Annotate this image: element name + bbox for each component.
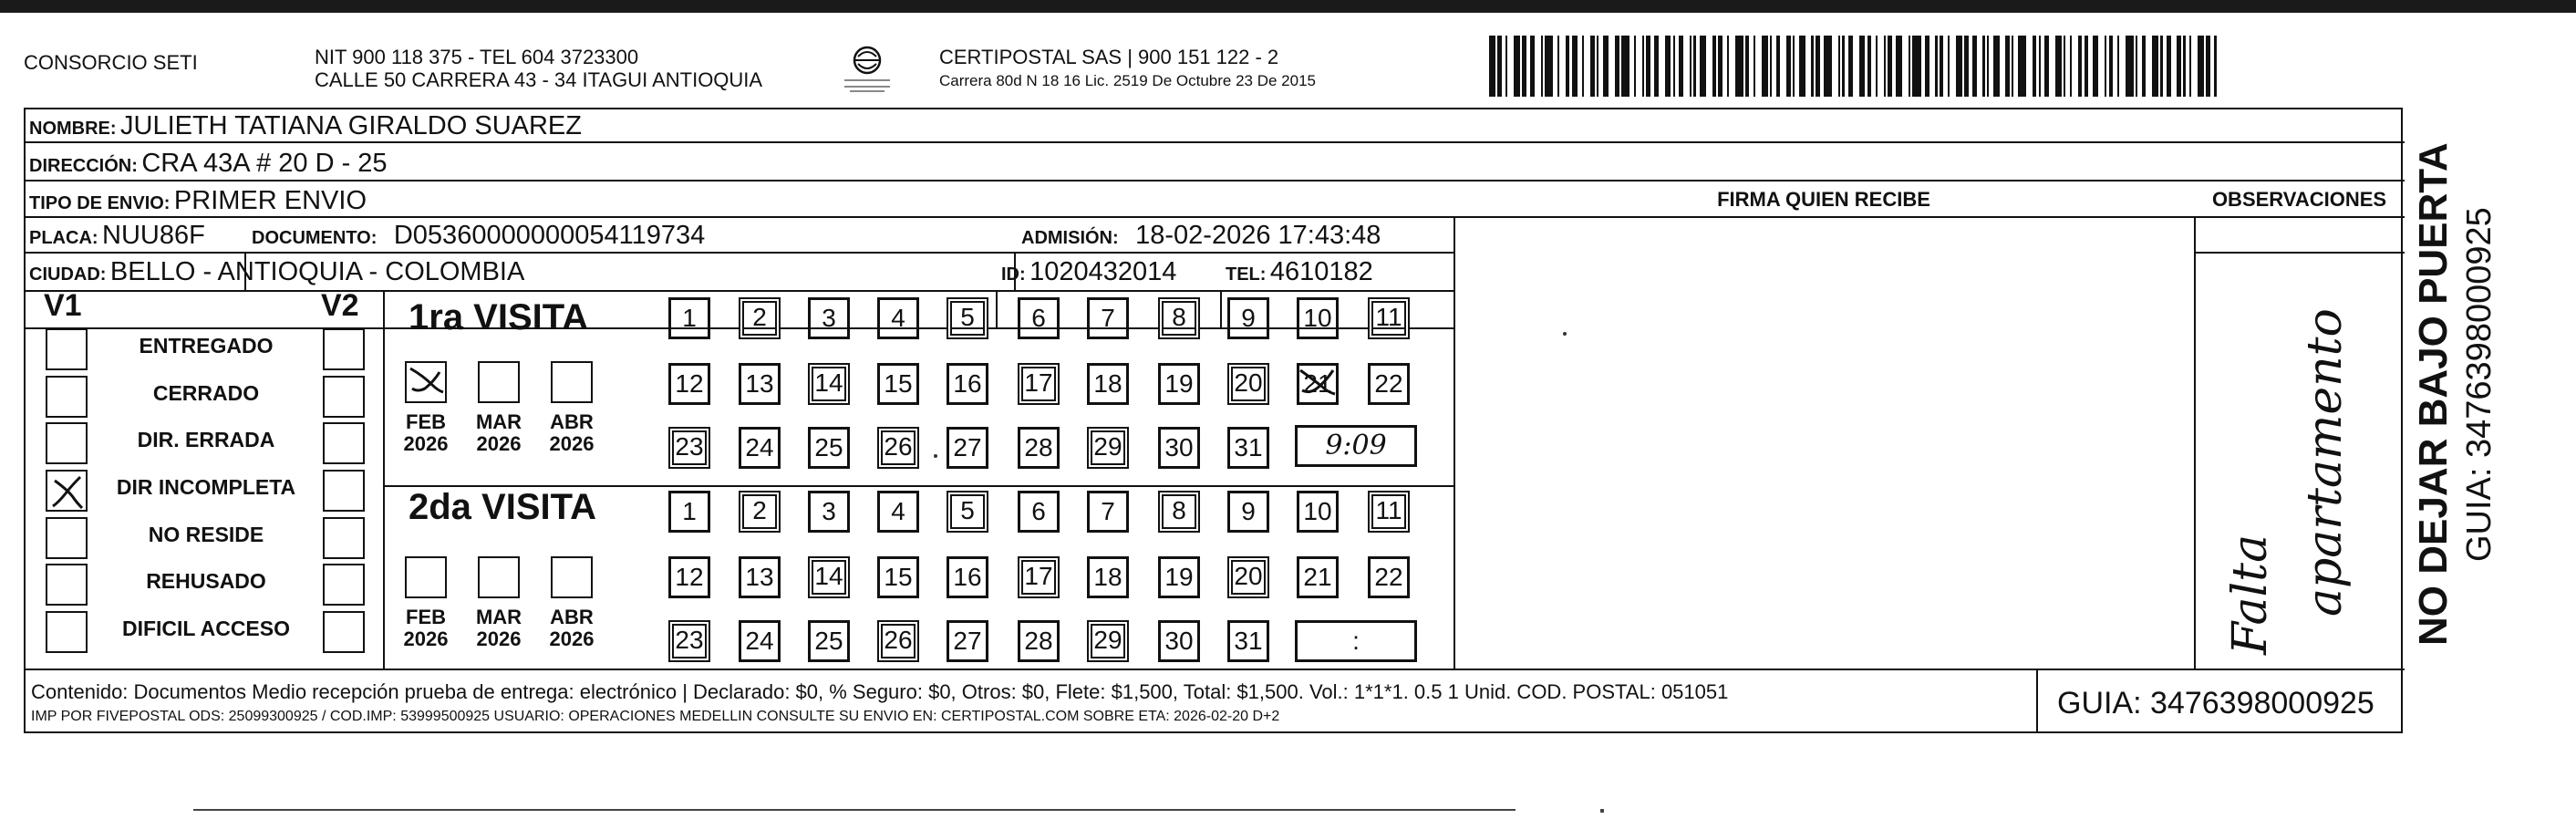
day-number: 7 [1101, 304, 1115, 332]
day-number: 1 [682, 304, 697, 332]
month-label: MAR 2026 [475, 410, 522, 455]
day-number: 26 [884, 432, 913, 461]
primera-visita-title: 1ra VISITA [409, 297, 589, 337]
segunda-visita-day-box[interactable] [668, 620, 710, 662]
segunda-visita-day-box[interactable] [1227, 491, 1269, 533]
day-number: 27 [953, 627, 982, 655]
v2-checkbox-dir-incompleta[interactable] [323, 470, 365, 512]
primera-visita-day-box[interactable] [1368, 297, 1410, 339]
tipo-envio-value: PRIMER ENVIO [173, 186, 367, 215]
check-mark-icon [1297, 363, 1339, 405]
primera-visita-day-box[interactable] [668, 427, 710, 469]
day-number: 19 [1164, 369, 1194, 398]
v2-checkbox-entregado[interactable] [323, 328, 365, 370]
day-number: 21 [1303, 563, 1332, 591]
day-number: 18 [1093, 563, 1122, 591]
day-number: 9 [1241, 497, 1256, 525]
day-number: 11 [1375, 303, 1402, 331]
ciudad-field [29, 257, 524, 291]
day-number: 3 [822, 304, 836, 332]
documento-value: D05360000000054119734 [393, 221, 706, 250]
day-number: 11 [1375, 496, 1402, 524]
day-number: 14 [814, 368, 843, 397]
day-number: 28 [1024, 433, 1053, 461]
month-checkbox-abr-2[interactable] [551, 556, 593, 598]
segunda-visita-day-box[interactable] [877, 620, 919, 662]
primera-visita-day-box[interactable] [668, 297, 710, 339]
day-number: 30 [1164, 627, 1194, 655]
v1-checkbox-dir-incompleta[interactable] [46, 470, 88, 512]
day-number: 5 [960, 496, 975, 524]
direccion-label: DIRECCIÓN: [29, 156, 138, 176]
status-label: CERRADO [152, 381, 260, 405]
no-dejar-bajo-puerta-warning: NO DEJAR BAJO PUERTA [2411, 142, 2456, 646]
month-label: FEB 2026 [403, 410, 449, 455]
admision-value: 18-02-2026 17:43:48 [1135, 221, 1381, 250]
segunda-visita-day-box[interactable] [1087, 556, 1129, 598]
segunda-visita-day-box[interactable] [947, 620, 988, 662]
primera-visita-day-box[interactable] [1158, 297, 1200, 339]
primera-visita-day-box[interactable] [1087, 297, 1129, 339]
primera-visita-day-box[interactable] [808, 363, 850, 405]
segunda-visita-day-box[interactable] [1227, 620, 1269, 662]
day-number: 12 [675, 563, 704, 591]
primera-visita-day-box[interactable] [1227, 427, 1269, 469]
day-number: 10 [1303, 497, 1332, 525]
primera-visita-day-box[interactable] [739, 363, 781, 405]
v1-checkbox-rehusado[interactable] [46, 564, 88, 606]
segunda-visita-day-box[interactable] [1018, 491, 1060, 533]
segunda-visita-day-box[interactable] [1368, 491, 1410, 533]
day-number: 20 [1234, 562, 1263, 590]
segunda-visita-day-box[interactable] [1018, 556, 1060, 598]
v2-checkbox-dificil-acceso[interactable] [323, 611, 365, 653]
month-label: MAR 2026 [475, 606, 522, 650]
status-label: ENTREGADO [139, 334, 274, 358]
month-label: ABR 2026 [549, 410, 595, 455]
primera-visita-day-box[interactable] [739, 427, 781, 469]
segunda-visita-hora-placeholder: : [1352, 627, 1360, 655]
segunda-visita-day-box[interactable] [947, 491, 988, 533]
primera-visita-day-box[interactable] [1087, 363, 1129, 405]
day-number: 30 [1164, 433, 1194, 461]
primera-visita-day-box[interactable] [808, 427, 850, 469]
month-checkbox-feb-1[interactable] [405, 361, 447, 403]
month-checkbox-feb-2[interactable] [405, 556, 447, 598]
primera-visita-hora-value: 9:09 [1325, 430, 1387, 461]
tel-label: TEL: [1226, 264, 1267, 285]
segunda-visita-day-box[interactable] [1297, 491, 1339, 533]
segunda-visita-day-box[interactable] [877, 491, 919, 533]
primera-visita-day-box[interactable] [877, 427, 919, 469]
documento-label: DOCUMENTO: [252, 228, 378, 248]
day-number: 23 [675, 626, 704, 654]
nombre-value: JULIETH TATIANA GIRALDO SUAREZ [120, 111, 582, 140]
day-number: 3 [822, 497, 836, 525]
v2-checkbox-cerrado[interactable] [323, 376, 365, 418]
segunda-visita-day-box[interactable] [1158, 556, 1200, 598]
documento-field [252, 221, 705, 254]
id-field [1001, 257, 1176, 291]
primera-visita-day-box[interactable] [1227, 297, 1269, 339]
day-number: 27 [953, 433, 982, 461]
primera-visita-day-box[interactable] [1018, 427, 1060, 469]
primera-visita-day-box[interactable] [947, 363, 988, 405]
nombre-label: NOMBRE: [29, 119, 117, 139]
v1-checkbox-dir-errada[interactable] [46, 422, 88, 464]
primera-visita-day-box[interactable] [1087, 427, 1129, 469]
day-number: 2 [752, 496, 767, 524]
month-label: ABR 2026 [549, 606, 595, 650]
primera-visita-day-box[interactable] [1018, 363, 1060, 405]
primera-visita-day-box[interactable] [1368, 363, 1410, 405]
segunda-visita-day-box[interactable] [877, 556, 919, 598]
day-number: 9 [1241, 304, 1256, 332]
day-number: 22 [1374, 369, 1403, 398]
nombre-field [29, 111, 582, 145]
day-number: 13 [745, 563, 774, 591]
primera-visita-day-box[interactable] [1158, 427, 1200, 469]
day-number: 8 [1172, 496, 1186, 524]
day-number: 21 [1303, 369, 1332, 398]
v2-checkbox-dir-errada[interactable] [323, 422, 365, 464]
day-number: 18 [1093, 369, 1122, 398]
segunda-visita-day-box[interactable] [947, 556, 988, 598]
day-number: 19 [1164, 563, 1194, 591]
primera-visita-day-box[interactable] [739, 297, 781, 339]
certipostal-logo-icon [839, 44, 895, 97]
day-number: 10 [1303, 304, 1332, 332]
observacion-apartamento: apartamento [2298, 308, 2353, 617]
v2-checkbox-no-reside[interactable] [323, 517, 365, 559]
id-label: ID: [1001, 264, 1026, 285]
day-number: 31 [1234, 627, 1263, 655]
day-number: 25 [814, 627, 843, 655]
v2-header: V2 [321, 288, 359, 323]
segunda-visita-day-box[interactable] [808, 556, 850, 598]
primera-visita-day-box[interactable] [1297, 363, 1339, 405]
day-number: 6 [1031, 304, 1046, 332]
day-number: 31 [1234, 433, 1263, 461]
day-number: 17 [1024, 368, 1053, 397]
primera-visita-day-box[interactable] [877, 297, 919, 339]
day-number: 14 [814, 562, 843, 590]
segunda-visita-day-box[interactable] [1297, 556, 1339, 598]
segunda-visita-title: 2da VISITA [409, 487, 596, 527]
day-number: 16 [953, 369, 982, 398]
segunda-visita-day-box[interactable] [739, 491, 781, 533]
primera-visita-day-box[interactable] [1297, 297, 1339, 339]
v1-checkbox-cerrado[interactable] [46, 376, 88, 418]
day-number: 4 [891, 497, 905, 525]
primera-visita-day-box[interactable] [1227, 363, 1269, 405]
day-number: 16 [953, 563, 982, 591]
day-number: 25 [814, 433, 843, 461]
month-label: FEB 2026 [403, 606, 449, 650]
check-mark-icon [49, 473, 86, 510]
id-value: 1020432014 [1029, 257, 1177, 286]
courier-line: CERTIPOSTAL SAS | 900 151 122 - 2 [939, 46, 1279, 68]
day-number: 2 [752, 303, 767, 331]
day-number: 23 [675, 432, 704, 461]
primera-visita-day-box[interactable] [877, 363, 919, 405]
day-number: 29 [1093, 626, 1122, 654]
footer-imp: IMP POR FIVEPOSTAL ODS: 25099300925 / COD.IMP: 53999500925 USUARIO: OPERACIONES MEDELLIN CONSULTE SU ENVIO EN: CERTIPOSTAL.COM SOBRE ETA: 2026-02-20 D+2 [31, 709, 1280, 724]
tel-value: 4610182 [1269, 257, 1373, 286]
segunda-visita-day-box[interactable] [808, 620, 850, 662]
day-number: 8 [1172, 303, 1186, 331]
segunda-visita-day-box[interactable] [1018, 620, 1060, 662]
observacion-falta: Falta [2223, 534, 2278, 655]
firma-header: FIRMA QUIEN RECIBE [1717, 188, 1930, 211]
month-checkbox-abr-1[interactable] [551, 361, 593, 403]
guia-vertical: GUIA: 3476398000925 [2460, 207, 2498, 562]
primera-visita-hora-box[interactable] [1295, 425, 1417, 467]
month-checkbox-mar-2[interactable] [478, 556, 520, 598]
day-number: 13 [745, 369, 774, 398]
guia-number: GUIA: 3476398000925 [2057, 686, 2374, 721]
day-number: 4 [891, 304, 905, 332]
primera-visita-day-box[interactable] [947, 427, 988, 469]
primera-visita-day-box[interactable] [1158, 363, 1200, 405]
direccion-field [29, 149, 388, 182]
v2-checkbox-rehusado[interactable] [323, 564, 365, 606]
tipo-envio-label: TIPO DE ENVIO: [29, 193, 171, 213]
placa-value: NUU86F [102, 221, 205, 250]
day-number: 22 [1374, 563, 1403, 591]
month-checkbox-mar-1[interactable] [478, 361, 520, 403]
segunda-visita-day-box[interactable] [739, 620, 781, 662]
check-mark-icon [409, 365, 445, 401]
license-line: Carrera 80d N 18 16 Lic. 2519 De Octubre 23 De 2015 [939, 72, 1316, 89]
status-label: DIR. ERRADA [137, 428, 275, 451]
v1-checkbox-dificil-acceso[interactable] [46, 611, 88, 653]
segunda-visita-day-box[interactable] [808, 491, 850, 533]
segunda-visita-day-box[interactable] [1158, 491, 1200, 533]
segunda-visita-day-box[interactable] [1227, 556, 1269, 598]
segunda-visita-day-box[interactable] [1087, 620, 1129, 662]
day-number: 20 [1234, 368, 1263, 397]
ciudad-value: BELLO - ANTIOQUIA - COLOMBIA [109, 257, 525, 286]
day-number: 24 [745, 433, 774, 461]
nit-line: NIT 900 118 375 - TEL 604 3723300 [315, 46, 639, 68]
day-number: 15 [884, 563, 913, 591]
tel-field [1226, 257, 1373, 291]
segunda-visita-day-box[interactable] [1368, 556, 1410, 598]
day-number: 24 [745, 627, 774, 655]
status-label: REHUSADO [146, 569, 266, 593]
day-number: 12 [675, 369, 704, 398]
placa-label: PLACA: [29, 228, 98, 248]
segunda-visita-day-box[interactable] [739, 556, 781, 598]
segunda-visita-day-box[interactable] [1087, 491, 1129, 533]
segunda-visita-day-box[interactable] [1158, 620, 1200, 662]
admision-field [1021, 221, 1381, 254]
v1-checkbox-no-reside[interactable] [46, 517, 88, 559]
day-number: 1 [682, 497, 697, 525]
segunda-visita-day-box[interactable] [668, 556, 710, 598]
barcode [1489, 36, 2222, 97]
primera-visita-day-box[interactable] [1018, 297, 1060, 339]
address-line: CALLE 50 CARRERA 43 - 34 ITAGUI ANTIOQUIA [315, 68, 763, 91]
day-number: 28 [1024, 627, 1053, 655]
day-number: 17 [1024, 562, 1053, 590]
primera-visita-day-box[interactable] [668, 363, 710, 405]
status-label: DIR INCOMPLETA [116, 475, 296, 499]
day-number: 6 [1031, 497, 1046, 525]
ciudad-label: CIUDAD: [29, 264, 107, 285]
top-edge-bar [0, 0, 2576, 13]
v1-header: V1 [44, 288, 82, 323]
day-number: 15 [884, 369, 913, 398]
direccion-value: CRA 43A # 20 D - 25 [141, 149, 388, 178]
v1-checkbox-entregado[interactable] [46, 328, 88, 370]
day-number: 5 [960, 303, 975, 331]
observaciones-header: OBSERVACIONES [2211, 188, 2387, 211]
primera-visita-day-box[interactable] [947, 297, 988, 339]
primera-visita-day-box[interactable] [808, 297, 850, 339]
day-number: 7 [1101, 497, 1115, 525]
day-number: 26 [884, 626, 913, 654]
footer-contenido: Contenido: Documentos Medio recepción prueba de entrega: electrónico | Declarado: $0, % Seguro: $0, Otros: $0, Flete: $1,500, Total: $1,500. Vol.: 1*1*1. 0.5 1 Unid. COD. POSTAL: 051051 [31, 680, 1729, 703]
tipo-envio-field [29, 186, 367, 220]
segunda-visita-day-box[interactable] [668, 491, 710, 533]
placa-field [29, 221, 205, 254]
status-label: NO RESIDE [148, 523, 264, 546]
admision-label: ADMISIÓN: [1021, 228, 1119, 248]
company-name: CONSORCIO SETI [24, 51, 198, 74]
status-label: DIFICIL ACCESO [121, 617, 290, 640]
day-number: 29 [1093, 432, 1122, 461]
segunda-visita-hora-box[interactable] [1295, 620, 1417, 662]
